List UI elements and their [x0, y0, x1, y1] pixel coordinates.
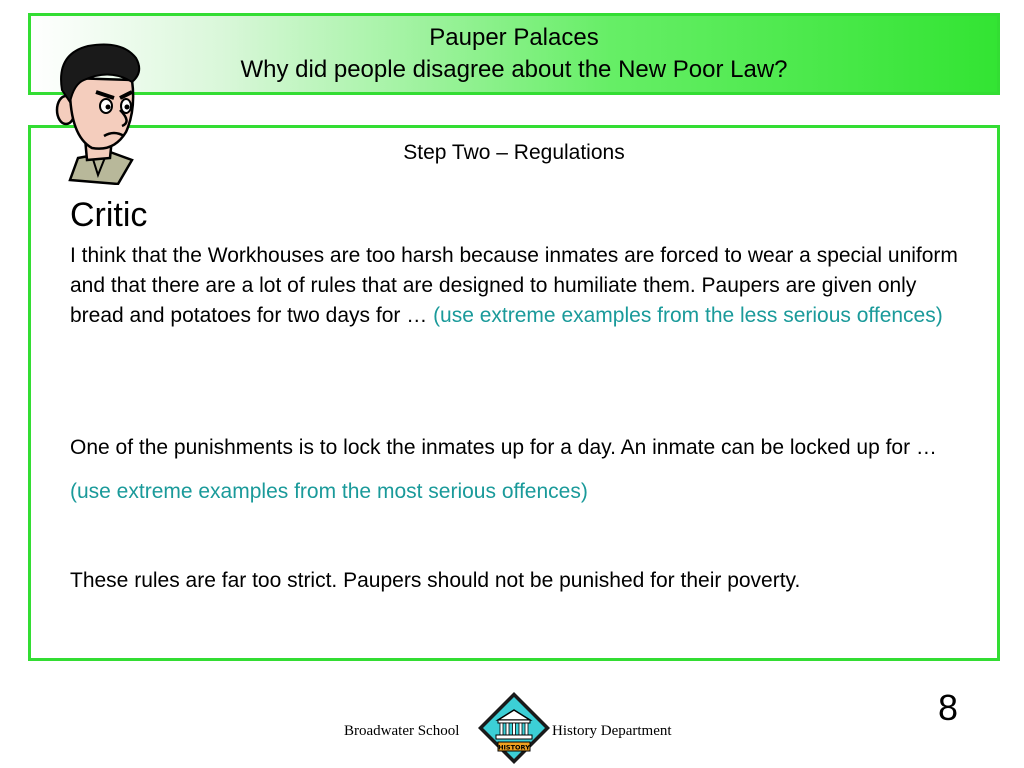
paragraph-uniform-hint: (use extreme examples from the less serious offences) [433, 304, 943, 327]
footer-department: History Department [552, 723, 672, 739]
history-building-logo-icon [476, 690, 552, 766]
logo-text: HISTORY [498, 743, 530, 752]
paragraph-conclusion: These rules are far too strict. Paupers should not be punished for their poverty. [70, 569, 801, 592]
paragraph-punishments [70, 426, 970, 514]
paragraph-uniform [70, 241, 970, 331]
step-heading: Step Two – Regulations [403, 141, 625, 164]
paragraph-punishments-hint: (use extreme examples from the most serious offences) [70, 480, 588, 503]
content-panel [28, 125, 1000, 661]
frowning-man-cartoon-icon [40, 40, 158, 185]
paragraph-uniform-text: I think that the Workhouses are too harsh because inmates are forced to wear a special uniform and that there are a lot of rules that are designed to humiliate them. Paupers are given only bread and potatoes for two days for … [70, 244, 958, 327]
slide-subtitle: Why did people disagree about the New Poor Law? [240, 56, 788, 83]
footer-school: Broadwater School [344, 723, 460, 739]
paragraph-punishments-text: One of the punishments is to lock the inmates up for a day. An inmate can be locked up for … [70, 436, 937, 459]
title-banner [28, 13, 1000, 95]
role-heading: Critic [70, 196, 148, 234]
page-number: 8 [938, 687, 959, 728]
slide-title: Pauper Palaces [429, 24, 599, 51]
